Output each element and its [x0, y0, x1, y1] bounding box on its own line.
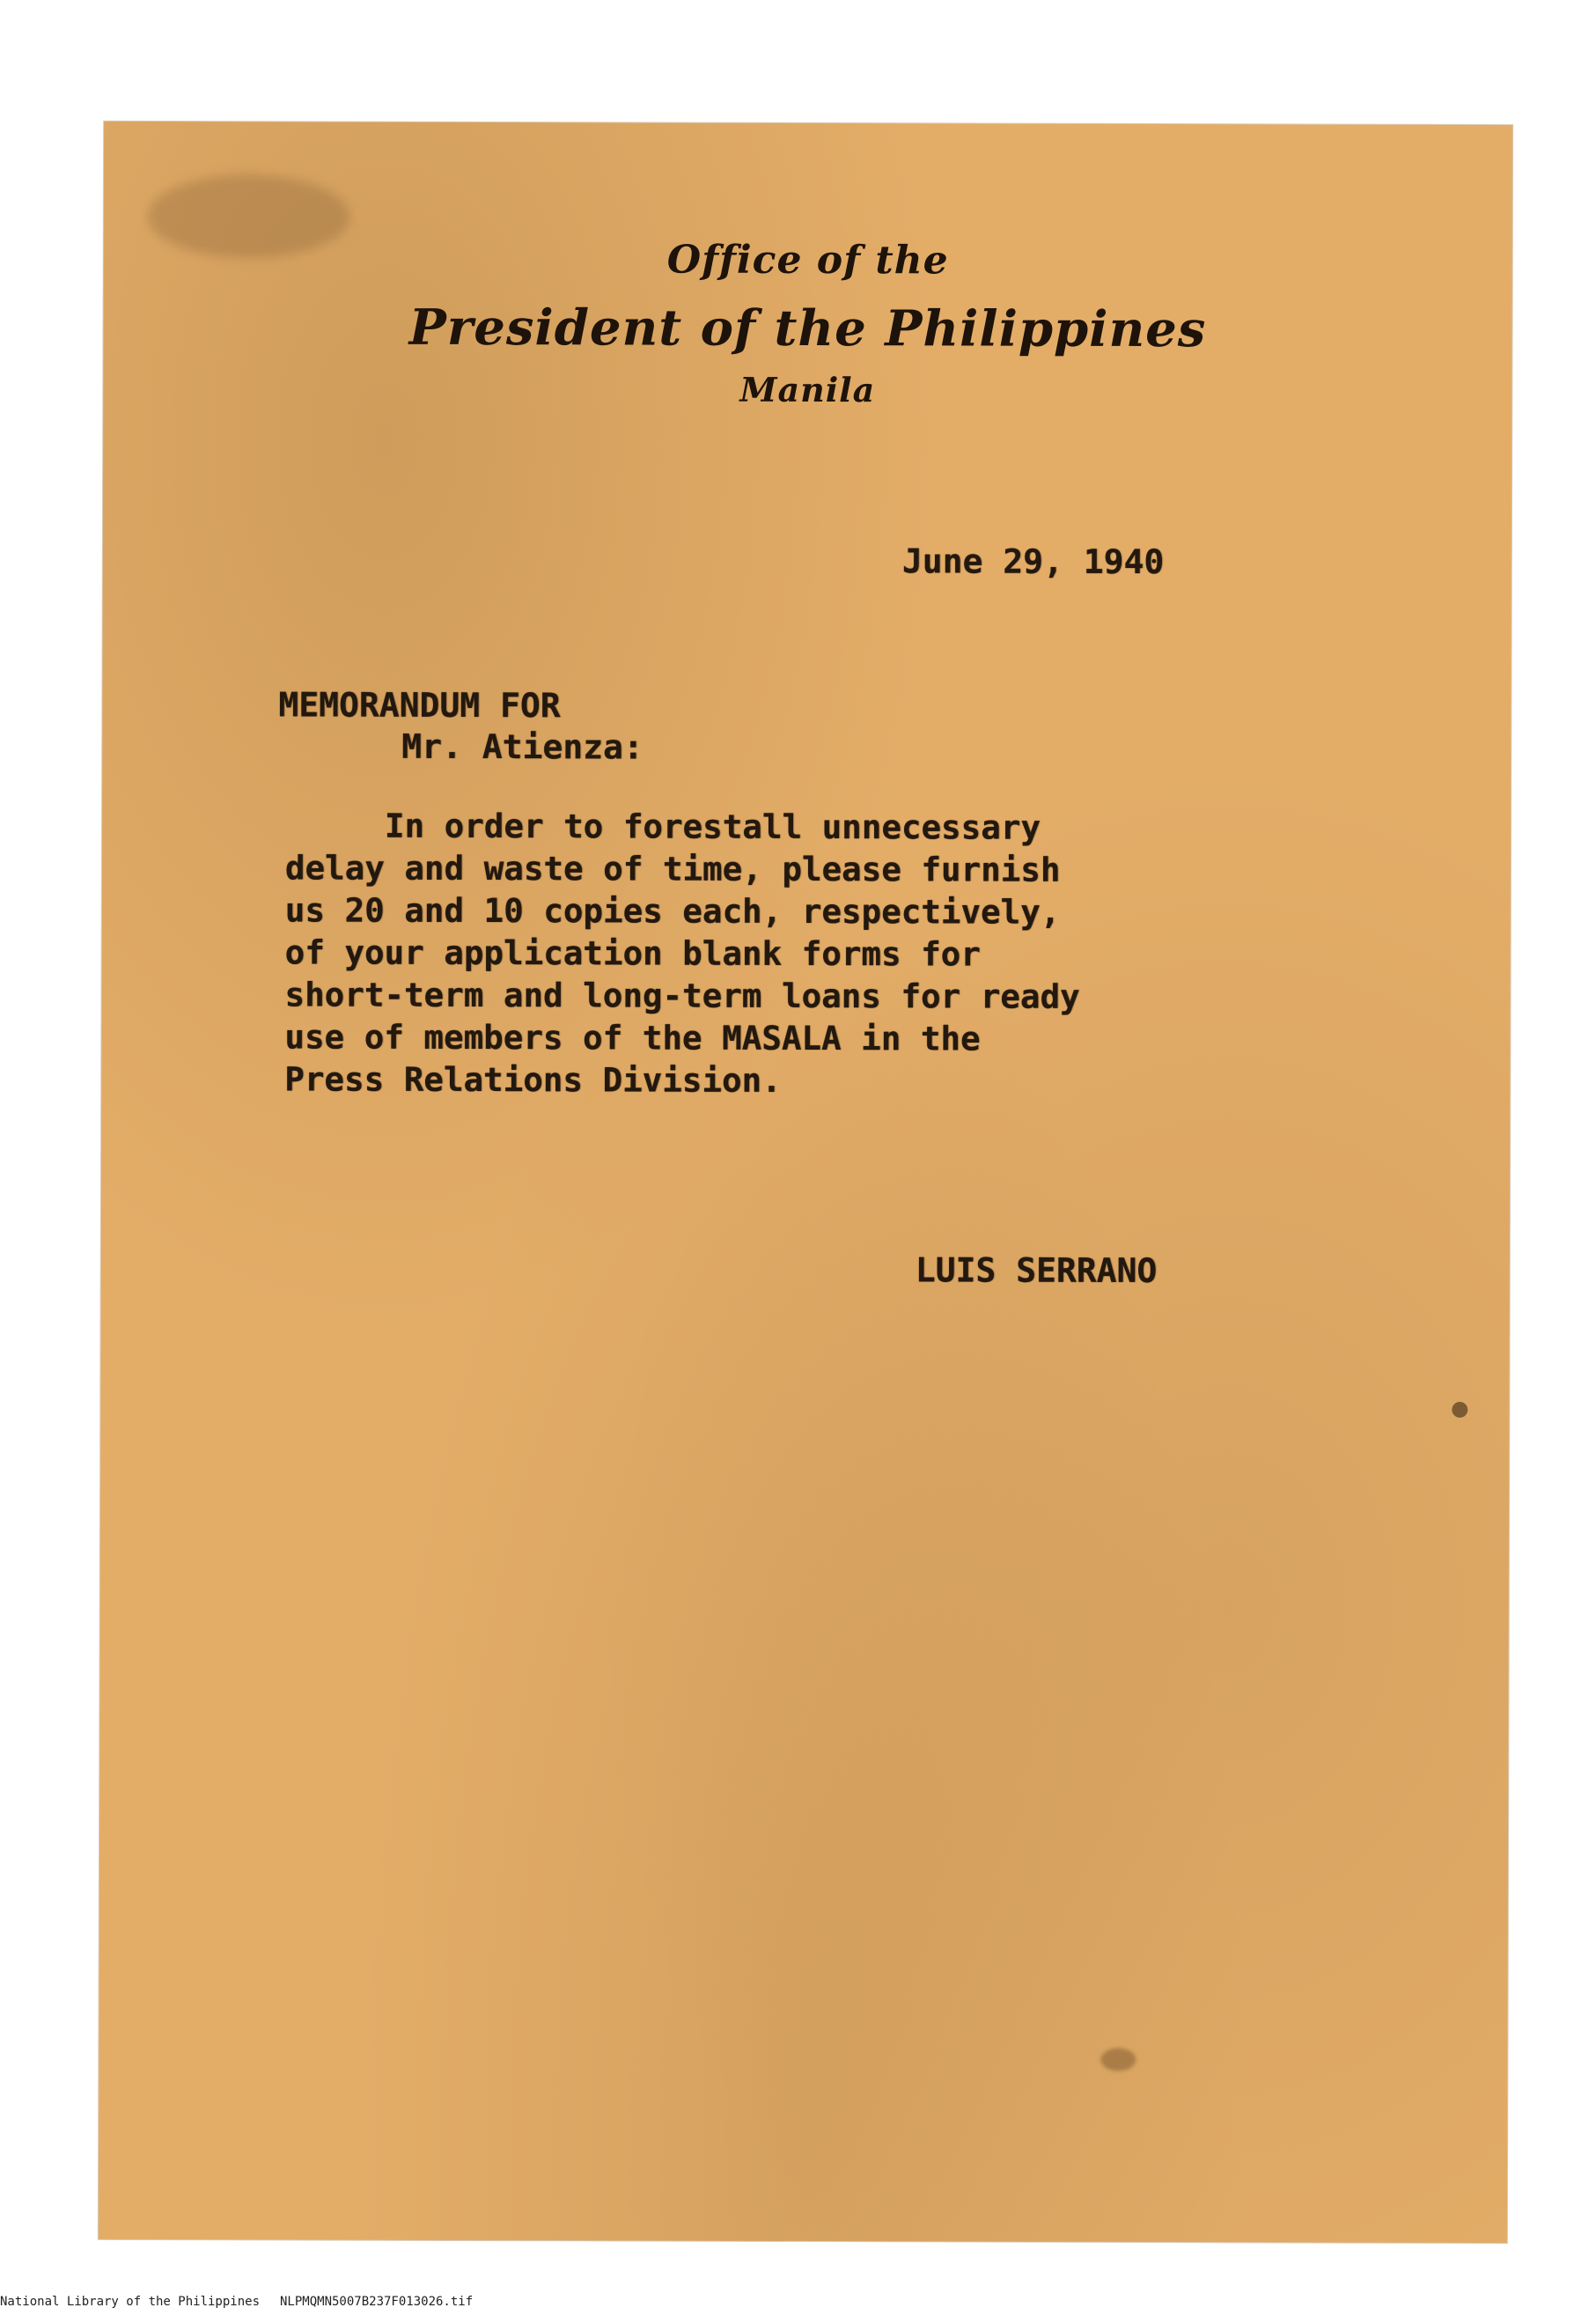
memo-signer: LUIS SERRANO	[915, 1250, 1158, 1291]
memo-body-line: delay and waste of time, please furnish	[284, 848, 1061, 889]
memo-body-line: use of members of the MASALA in the	[284, 1017, 981, 1058]
memo-body-line: In order to forestall unnecessary	[285, 806, 1041, 847]
memo-addressee: Mr. Atienza:	[401, 726, 644, 767]
memo-body	[284, 804, 1386, 1102]
footer-file-name: NLPMQMN5007B237F013026.tif	[280, 2295, 474, 2309]
memo-body-line: of your application blank forms for	[284, 933, 981, 974]
footer-institution: National Library of the Philippines	[0, 2295, 261, 2309]
memo-body-line: us 20 and 10 copies each, respectively,	[284, 890, 1061, 932]
letterhead-city: Manila	[739, 369, 876, 410]
memo-body-line: short-term and long-term loans for ready	[284, 975, 1080, 1016]
memo-date: June 29, 1940	[901, 542, 1165, 582]
memo-heading: MEMORANDUM FOR	[278, 685, 561, 726]
ink-spot	[1452, 1402, 1467, 1418]
letterhead-president: President of the Philippines	[408, 298, 1207, 359]
memo-body-line: Press Relations Division.	[284, 1059, 782, 1100]
document-page	[99, 122, 1512, 2243]
stain-mark-lower	[1100, 2048, 1136, 2071]
letterhead-office: Office of the	[666, 237, 949, 284]
